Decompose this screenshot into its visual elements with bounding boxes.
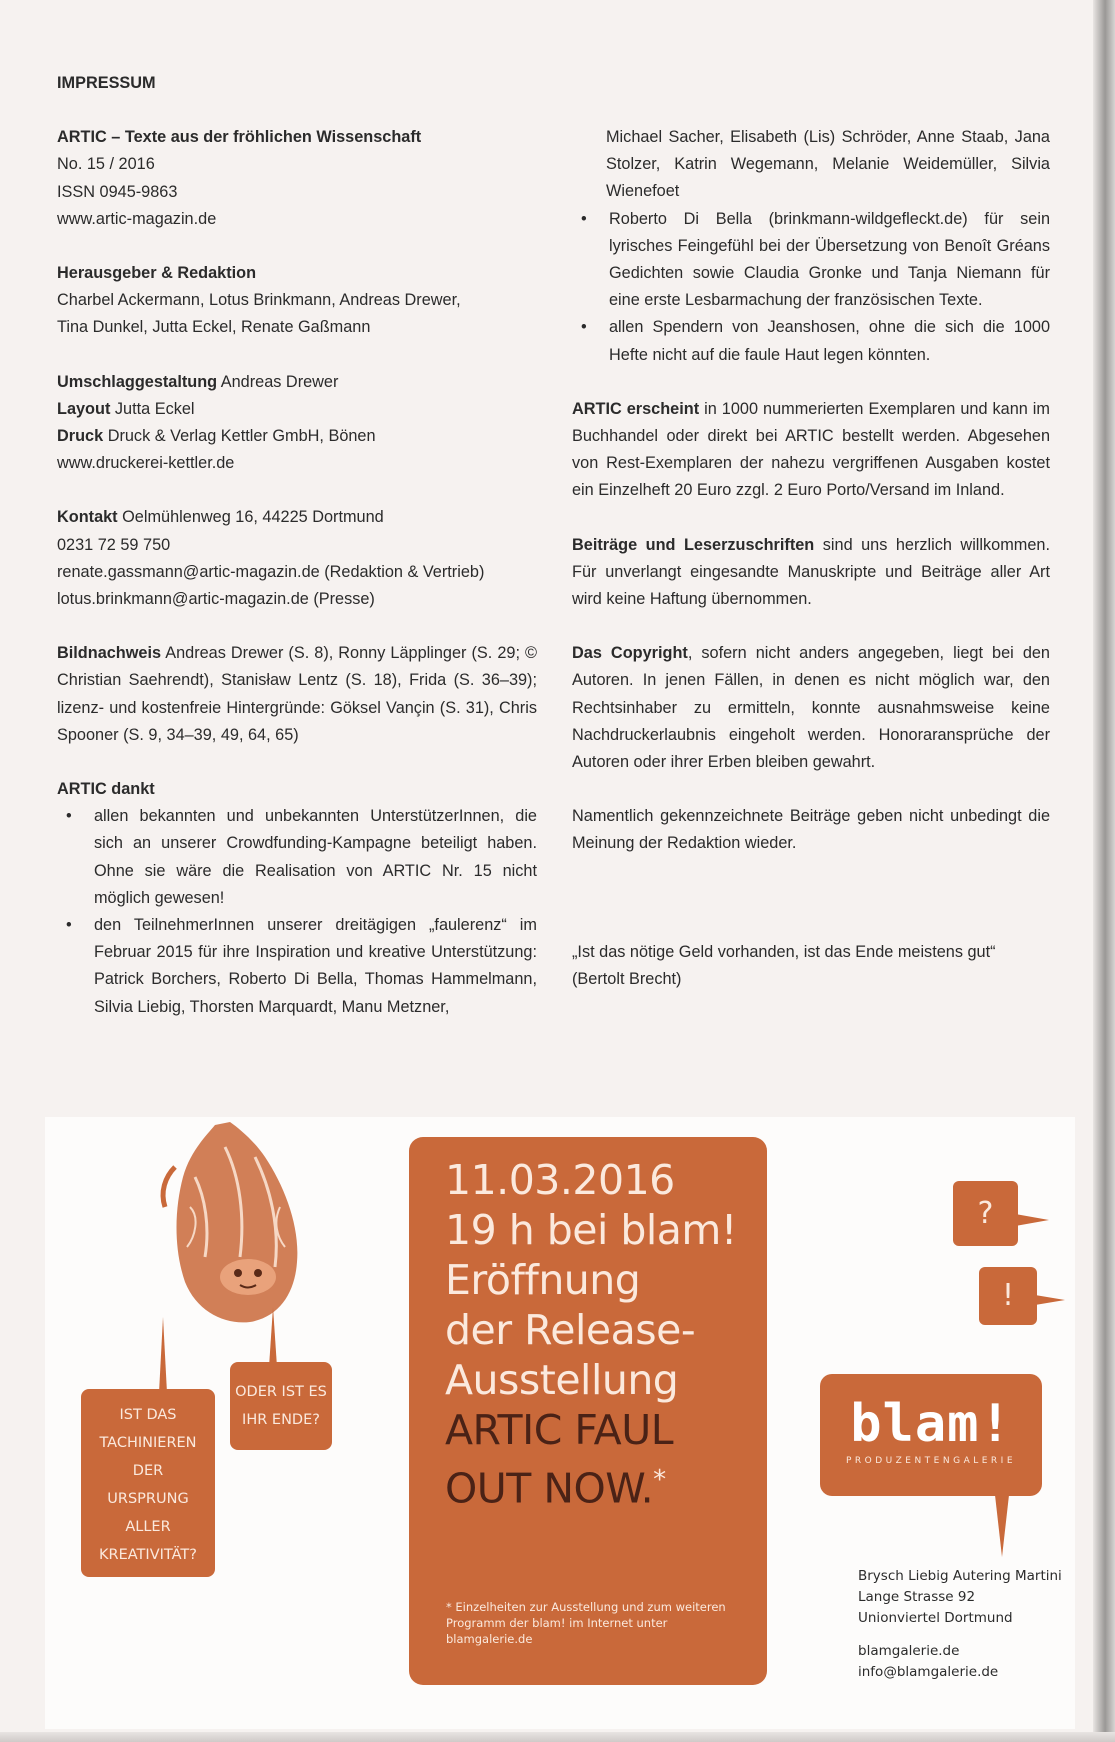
bubble-line: IHR ENDE? — [242, 1412, 320, 1428]
event-asterisk: * — [653, 1465, 666, 1495]
bubble-line: URSPRUNG — [107, 1491, 189, 1507]
publisher-names-1: Charbel Ackermann, Lotus Brinkmann, Andreas Drewer, — [57, 291, 461, 310]
bubble-line: IST DAS — [119, 1407, 177, 1423]
print-label: Druck — [57, 427, 104, 446]
publisher-names-2: Tina Dunkel, Jutta Eckel, Renate Gaßmann — [57, 318, 371, 337]
event-line: der Release- — [445, 1306, 696, 1354]
bubble-line: KREATIVITÄT? — [99, 1547, 197, 1563]
gallery-address — [858, 1566, 1078, 1683]
cover-label: Umschlaggestaltung — [57, 372, 218, 391]
address-line: Unionviertel Dortmund — [858, 1610, 1013, 1626]
thanks-list-continued — [572, 206, 1050, 369]
event-announcement — [409, 1137, 767, 1685]
contact-address-value: Oelmühlenweg 16, 44225 Dortmund — [122, 508, 384, 527]
bubble-line: ALLER — [125, 1519, 171, 1535]
copyright-label: Das Copyright — [572, 644, 688, 663]
blam-logo: blam! — [850, 1394, 1012, 1454]
event-title-line-2 — [445, 1455, 737, 1514]
page-bottom-edge — [0, 1732, 1115, 1742]
address-line: Brysch Liebig Autering Martini — [858, 1568, 1062, 1584]
bubble-line: TACHINIEREN — [99, 1435, 197, 1451]
gallery-email-link[interactable]: info@blamgalerie.de — [858, 1664, 999, 1680]
bubble-line: DER — [132, 1463, 164, 1479]
event-line: Eröffnung — [445, 1256, 641, 1304]
list-item: • den TeilnehmerInnen unserer dreitägigen „faulerenz“ im Februar 2015 für ihre Inspiration und kreative Unterstützung: Patrick Borchers, Roberto Di Bella, Thomas Hammelmann, Silvia Liebig, Thorsten Marquardt, Manu Metzner, — [57, 912, 537, 1021]
exclamation-bubble-tail — [1035, 1293, 1065, 1307]
quote-text: „Ist das nötige Geld vorhanden, ist das Ende meistens gut“ — [572, 942, 996, 961]
left-column — [57, 70, 537, 1021]
contact-label: Kontakt — [57, 508, 118, 527]
image-credits-label: Bildnachweis — [57, 644, 162, 663]
layout-credit — [57, 396, 537, 423]
image-credits-text: Andreas Drewer (S. 8), Ronny Läpplinger (S. 29; © Christian Saehrendt), Stanisław Lentz (S. 18), Frida (S. 36–39); lizenz- und kostenfreie Hintergründe: Göksel Vançin (S. 31), Chris Spooner (S. 9, 34–39, 49, 64, 65) — [57, 644, 538, 744]
appears-text: in 1000 nummerierten Exemplaren und kann im Buchhandel oder direkt bei ARTIC bestellt werden. Abgesehen von Rest-Exemplaren der nahezu vergriffenen Ausgaben kostet ein Einzelheft 20 Euro zzgl. 2 Euro Porto/Versand im Inland. — [572, 399, 1050, 500]
event-time: 19 h bei blam! — [445, 1206, 737, 1254]
print-value: Druck & Verlag Kettler GmbH, Bönen — [107, 427, 376, 446]
speech-bubble-question — [81, 1389, 215, 1577]
thanks-label: ARTIC dankt — [57, 780, 155, 799]
gallery-website-link[interactable]: blamgalerie.de — [858, 1643, 960, 1659]
event-line: Ausstellung — [445, 1356, 679, 1404]
list-item: • allen bekannten und unbekannten UnterstützerInnen, die sich an unserer Crowdfunding-Kampagne beteiligt haben. Ohne sie wäre die Realisation von ARTIC Nr. 15 nicht möglich gewesen! — [57, 803, 537, 912]
page-edge-shadow — [1093, 0, 1115, 1742]
contact-address — [57, 504, 537, 531]
right-column — [572, 124, 1050, 993]
sloth-illustration — [145, 1117, 335, 1332]
magazine-title: ARTIC – Texte aus der fröhlichen Wissenschaft — [57, 128, 422, 147]
thanks-continued: Michael Sacher, Elisabeth (Lis) Schröder, Anne Staab, Jana Stolzer, Katrin Wegemann, Melanie Weidemüller, Silvia Wienefoet — [606, 128, 1050, 201]
issue-number: No. 15 / 2016 — [57, 155, 155, 174]
publisher-label: Herausgeber & Redaktion — [57, 264, 257, 283]
event-footnote: * Einzelheiten zur Ausstellung und zum weiteren Programm der blam! im Internet unter blamgalerie.de — [446, 1600, 726, 1646]
image-credits — [57, 640, 537, 749]
bubble-left-tail — [157, 1317, 169, 1393]
cover-value: Andreas Drewer — [220, 372, 339, 391]
quote-author: (Bertolt Brecht) — [572, 969, 682, 988]
event-date: 11.03.2016 — [445, 1156, 675, 1204]
question-mark: ? — [977, 1196, 994, 1231]
appears-label: ARTIC erscheint — [572, 399, 700, 418]
cover-credit — [57, 369, 537, 396]
issn: ISSN 0945-9863 — [57, 182, 178, 201]
event-title-text: OUT NOW. — [445, 1464, 654, 1513]
blam-advertisement — [45, 1117, 1075, 1729]
blam-subtitle: PRODUZENTENGALERIE — [845, 1456, 1017, 1466]
contact-email-press[interactable]: lotus.brinkmann@artic-magazin.de (Presse) — [57, 590, 375, 609]
blam-bubble-tail — [995, 1495, 1009, 1557]
disclaimer: Namentlich gekennzeichnete Beiträge geben nicht unbedingt die Meinung der Redaktion wieder. — [572, 807, 1050, 853]
exclamation-bubble — [979, 1267, 1037, 1325]
question-bubble-tail — [1015, 1212, 1049, 1228]
question-bubble — [953, 1181, 1018, 1246]
layout-label: Layout — [57, 399, 111, 418]
impressum-heading: IMPRESSUM — [57, 74, 156, 92]
list-item: • allen Spendern von Jeanshosen, ohne die sich die 1000 Hefte nicht auf die faule Haut legen könnten. — [572, 314, 1050, 368]
print-credit — [57, 423, 537, 450]
bubble-right-tail — [267, 1307, 279, 1367]
contributions-paragraph — [572, 532, 1050, 614]
website-link[interactable]: www.artic-magazin.de — [57, 209, 217, 228]
list-item: • Roberto Di Bella (brinkmann-wildgefleckt.de) für sein lyrisches Feingefühl bei der Übersetzung von Benoît Gréans Gedichten sowie Claudia Gronke und Tanja Niemann für eine erste Lesbarmachung der französischen Texte. — [572, 206, 1050, 315]
speech-bubble-answer — [230, 1362, 332, 1450]
contact-email-editorial[interactable]: renate.gassmann@artic-magazin.de (Redaktion & Vertrieb) — [57, 562, 485, 581]
appears-paragraph — [572, 396, 1050, 505]
thanks-list — [57, 803, 537, 1021]
event-title-line: ARTIC FAUL — [445, 1406, 674, 1454]
print-url-link[interactable]: www.druckerei-kettler.de — [57, 454, 235, 473]
contributions-text: sind uns herzlich willkommen. Für unverlangt eingesandte Manuskripte und Beiträge aller Art wird keine Haftung übernommen. — [572, 535, 1050, 609]
copyright-paragraph — [572, 640, 1050, 776]
copyright-text: , sofern nicht anders angegeben, liegt bei den Autoren. In jenen Fällen, in denen es nicht möglich war, den Rechtsinhaber zu ermitteln, konnte ausnahmsweise keine Nachdruckerlaubnis eingeholt werden. Honoraransprüche der Autoren oder ihrer Erben bleiben gewahrt. — [572, 644, 1050, 772]
contact-phone: 0231 72 59 750 — [57, 535, 171, 554]
address-line: Lange Strasse 92 — [858, 1589, 976, 1605]
bubble-line: ODER IST ES — [235, 1384, 327, 1400]
layout-value: Jutta Eckel — [114, 399, 195, 418]
exclamation-mark: ! — [1001, 1278, 1015, 1313]
blam-logo-box — [820, 1374, 1042, 1496]
contributions-label: Beiträge und Leserzuschriften — [572, 535, 815, 554]
